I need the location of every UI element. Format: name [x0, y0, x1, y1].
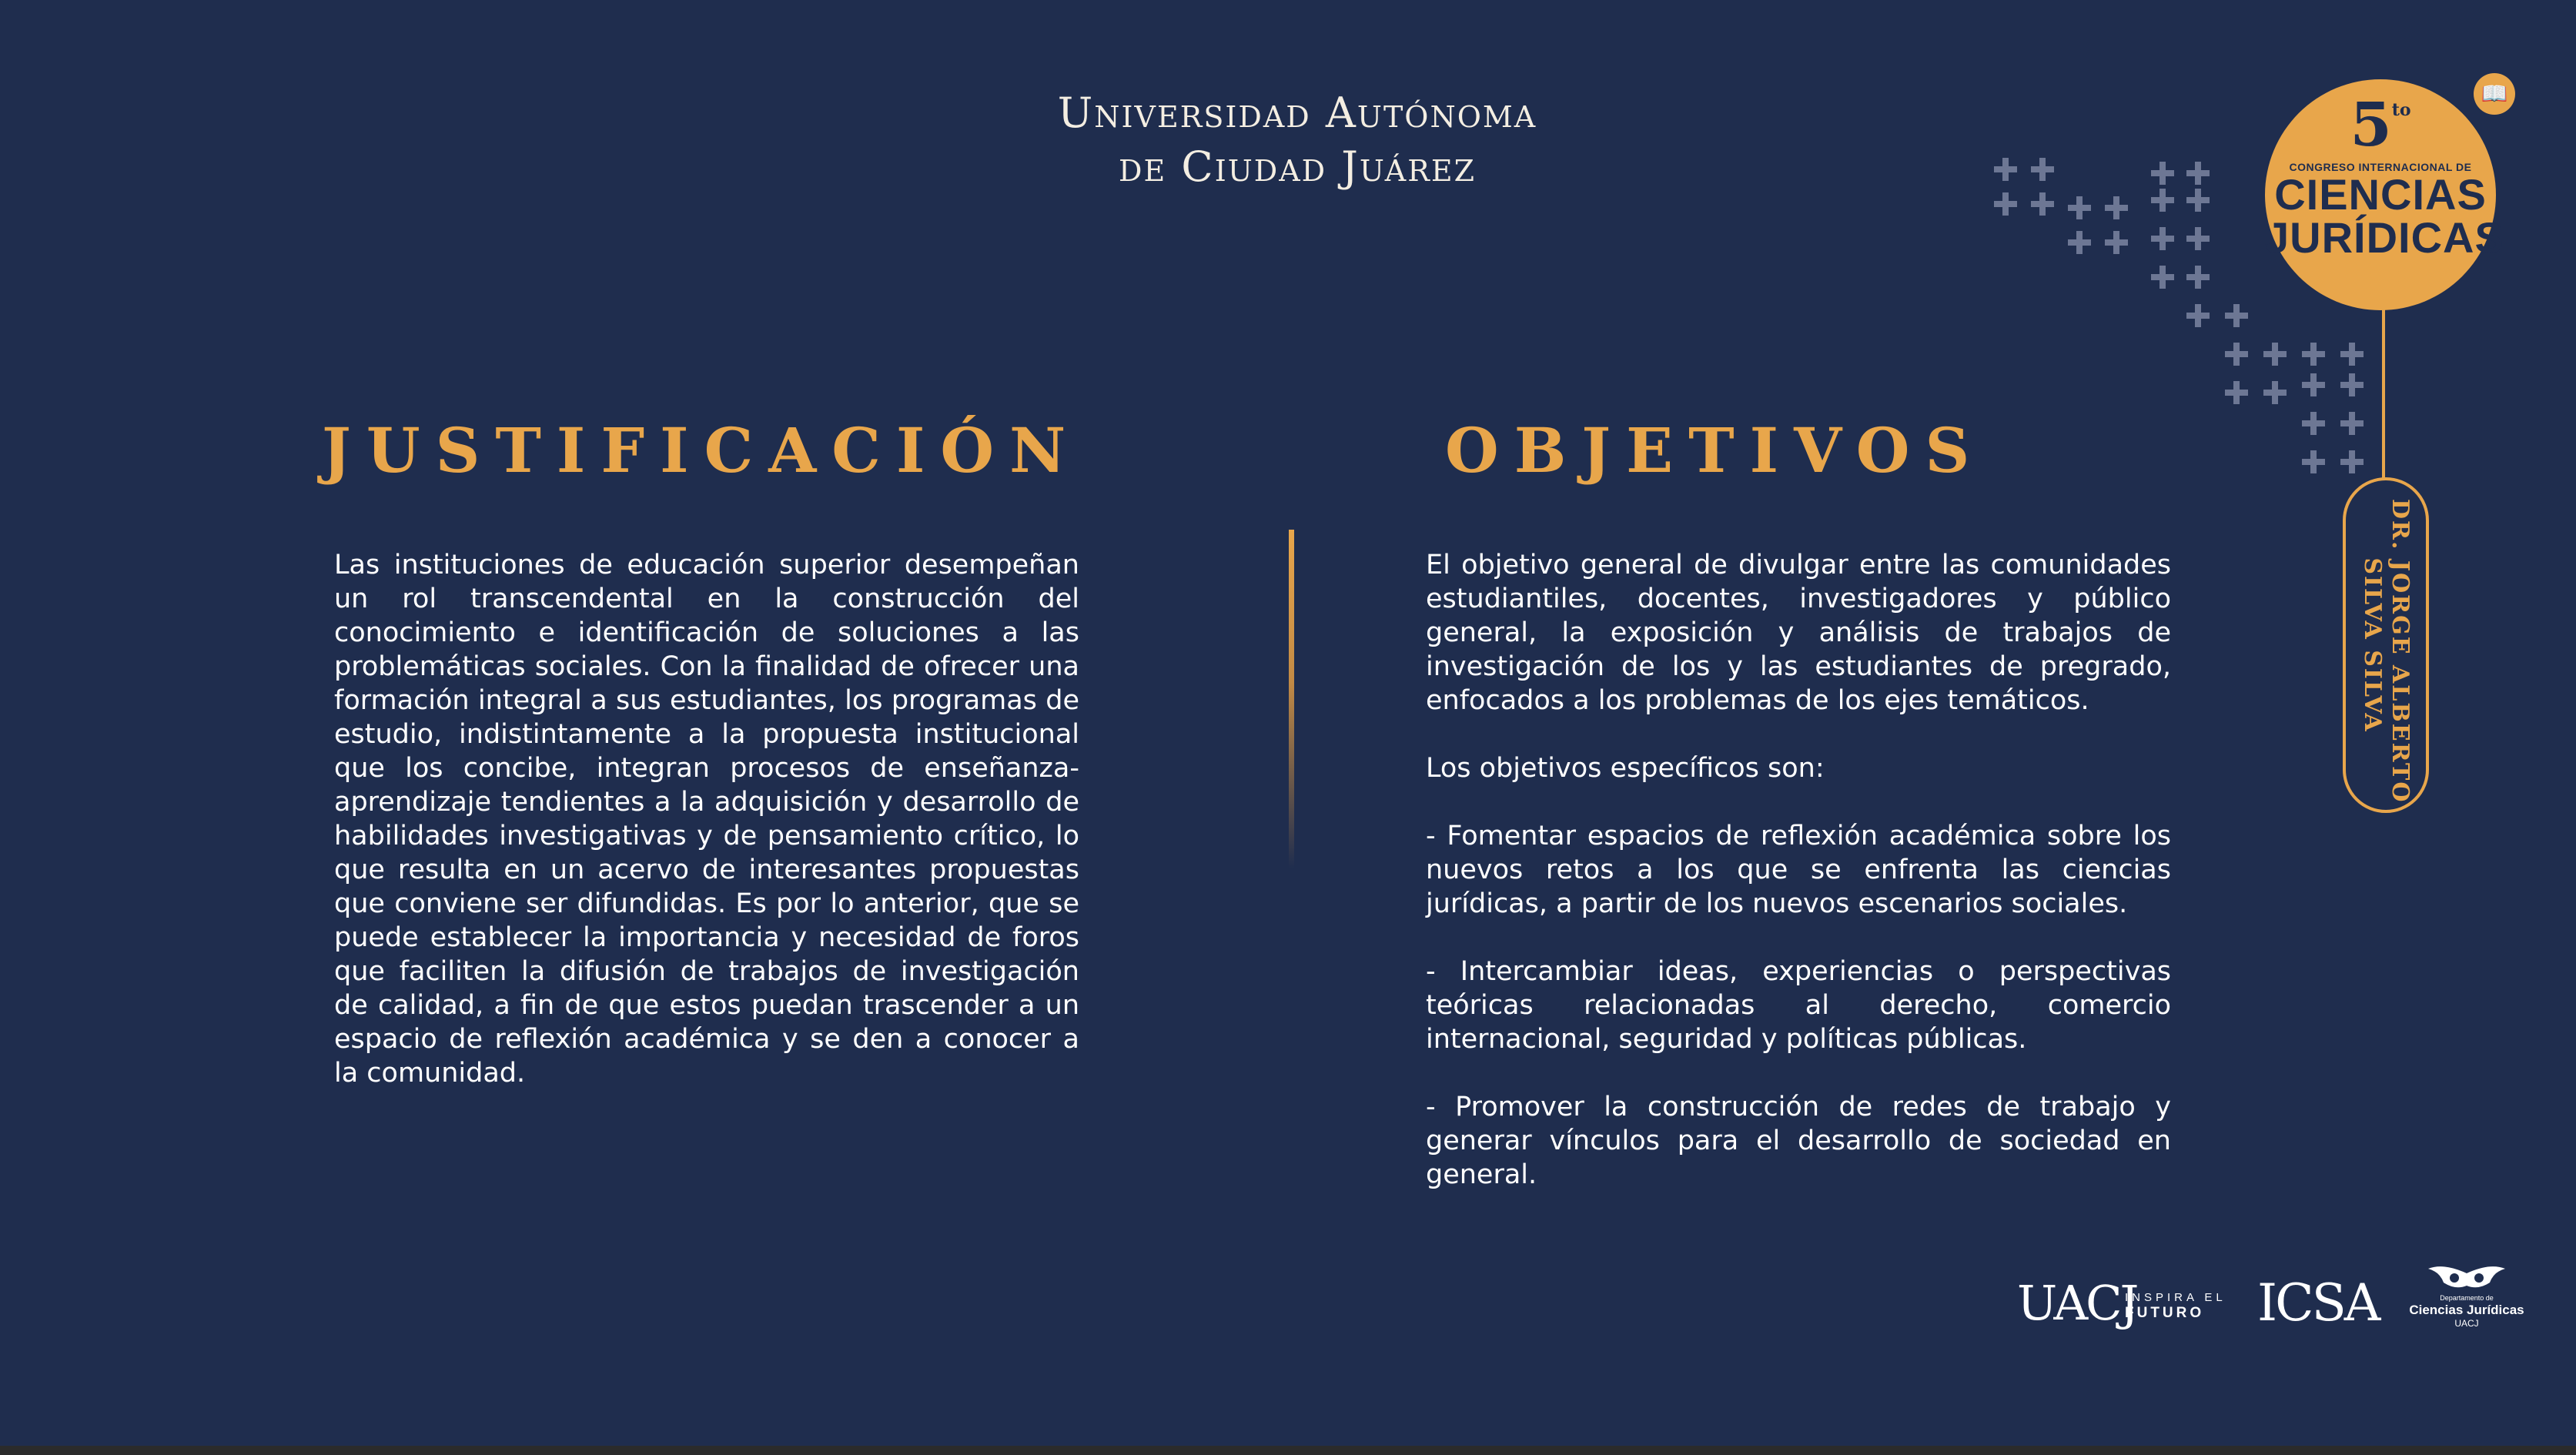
- congress-small-label: CONGRESO INTERNACIONAL DE: [2289, 161, 2472, 173]
- dept-small-label: Departamento de: [2440, 1294, 2494, 1302]
- owl-icon: [2420, 1263, 2513, 1293]
- logo-connector-line: [2382, 308, 2385, 479]
- book-badge-icon: 📖: [2474, 73, 2515, 115]
- department-logo: [2408, 1263, 2525, 1329]
- university-header: [847, 86, 1748, 194]
- tagline-bottom: FUTURO: [2125, 1305, 2205, 1321]
- objetivos-title: OBJETIVOS: [1445, 414, 1986, 487]
- objetivo-general: El objetivo general de divulgar entre las comunidades estudiantiles, docentes, investigadores y público general, la exposición y análisis de trabajos de investigación de los y las estudiantes de pregrado, enfocados a los problemas de los ejes temáticos.: [1426, 550, 2171, 716]
- congress-number: $5^{to}$: [2350, 90, 2411, 160]
- justificacion-title: JUSTIFICACIÓN: [322, 414, 1082, 487]
- dept-uacj-label: UACJ: [2454, 1318, 2479, 1329]
- dept-main-label: Ciencias Jurídicas: [2409, 1303, 2524, 1317]
- speaker-name-line1: DR. JORGE ALBERTO: [2387, 499, 2414, 804]
- tagline-top: INSPIRA EL: [2125, 1291, 2226, 1304]
- uacj-tagline: [2125, 1290, 2226, 1322]
- objetivo-item: - Intercambiar ideas, experiencias o perspectivas teóricas relacionadas al derecho, comercio internacional, seguridad y políticas públicas.: [1426, 956, 2171, 1055]
- congress-logo: [2265, 79, 2504, 310]
- university-name-line2: de Ciudad Juárez: [1119, 142, 1476, 191]
- speaker-name-line2: SILVA SILVA: [2359, 557, 2386, 733]
- bottom-strip: [0, 1446, 2576, 1455]
- uacj-logo: UACJ: [2017, 1275, 2137, 1331]
- justificacion-text: Las instituciones de educación superior desempeñan un rol transcendental en la construcción del conocimiento e identificación de soluciones a las problemáticas sociales. Con la finalidad de ofrecer una formación integral a sus estudiantes, los programas de estudio, indistintamente a la propuesta institucional que los concibe, integran procesos de enseñanza-aprendizaje tendientes a la adquisición y desarrollo de habilidades investigativas y de pensamiento crítico, lo que resulta en un acervo de interesantes propuestas que conviene ser difundidas. Es por lo anterior, que se puede establecer la importancia y necesidad de foros que faciliten la difusión de trabajos de investigación de calidad, a fin de que estos puedan trascender a un espacio de reflexión académica y se den a conocer a la comunidad.: [334, 550, 1079, 1089]
- column-divider: [1289, 530, 1294, 868]
- objetivos-especificos-intro: Los objetivos específicos son:: [1426, 753, 1825, 784]
- congress-title-line2: JURÍDICAS: [2265, 213, 2504, 262]
- congress-title-line1: CIENCIAS: [2274, 170, 2487, 219]
- objetivos-text: [1426, 548, 2171, 1192]
- speaker-name: [2358, 499, 2414, 804]
- objetivo-item: - Fomentar espacios de reflexión académica sobre los nuevos retos a los que se enfrenta las ciencias jurídicas, a partir de los nuevos escenarios sociales.: [1426, 821, 2171, 919]
- footer-logos: [2017, 1263, 2525, 1347]
- icsa-logo: ICSA: [2257, 1273, 2379, 1333]
- university-name-line1: Universidad Autónoma: [1057, 89, 1537, 137]
- objetivo-item: - Promover la construcción de redes de trabajo y generar vínculos para el desarrollo de sociedad en general.: [1426, 1092, 2171, 1190]
